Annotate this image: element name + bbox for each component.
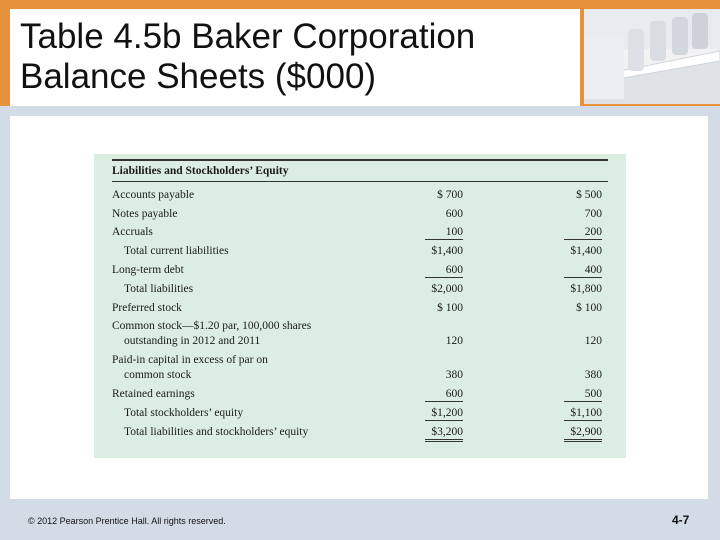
frame-top-bar bbox=[0, 0, 720, 9]
value-2011: $ 100 bbox=[576, 302, 602, 314]
value-2011: 120 bbox=[584, 335, 602, 347]
value-2011: 200 bbox=[564, 225, 602, 240]
slide-title bbox=[20, 17, 580, 97]
value-2011: $ 500 bbox=[576, 189, 602, 201]
title-line-1: Table 4.5b Baker Corporation bbox=[20, 17, 476, 56]
table-top-rule bbox=[112, 159, 608, 161]
value-2012: 600 bbox=[425, 263, 463, 278]
value-2012: $3,200 bbox=[425, 425, 463, 442]
value-2011: 400 bbox=[564, 263, 602, 278]
value-2011: 700 bbox=[584, 208, 602, 220]
row-label: Accruals bbox=[112, 226, 153, 238]
value-2011: $1,800 bbox=[570, 283, 602, 295]
value-2012: 380 bbox=[445, 369, 463, 381]
title-line-2: Balance Sheets ($000) bbox=[20, 57, 377, 96]
title-box bbox=[10, 9, 580, 106]
frame-left-bar bbox=[0, 0, 10, 106]
row-label: Total stockholders’ equity bbox=[124, 407, 244, 419]
value-2012: $ 700 bbox=[437, 189, 463, 201]
row-label: Long-term debt bbox=[112, 264, 184, 276]
row-label-continued: common stock bbox=[124, 369, 192, 381]
row-label: Notes payable bbox=[112, 208, 178, 220]
row-label: Total liabilities bbox=[124, 283, 194, 295]
row-label: Preferred stock bbox=[112, 302, 182, 314]
balance-sheet-table bbox=[94, 154, 626, 458]
value-2012: $2,000 bbox=[431, 283, 463, 295]
table-header-rule bbox=[112, 181, 608, 182]
value-2012: $1,200 bbox=[425, 406, 463, 421]
table-header: Liabilities and Stockholders’ Equity bbox=[112, 165, 289, 177]
value-2012: $ 100 bbox=[437, 302, 463, 314]
value-2012: 120 bbox=[445, 335, 463, 347]
value-2011: $2,900 bbox=[564, 425, 602, 442]
row-label-continued: outstanding in 2012 and 2011 bbox=[124, 335, 261, 347]
row-label: Common stock—$1.20 par, 100,000 shares bbox=[112, 320, 312, 332]
value-2012: 600 bbox=[425, 387, 463, 402]
value-2012: 100 bbox=[425, 225, 463, 240]
row-label: Retained earnings bbox=[112, 388, 195, 400]
value-2012: $1,400 bbox=[431, 245, 463, 257]
value-2011: $1,100 bbox=[564, 406, 602, 421]
value-2012: 600 bbox=[445, 208, 463, 220]
row-label: Accounts payable bbox=[112, 189, 195, 201]
page-number: 4-7 bbox=[672, 513, 690, 527]
photo-image bbox=[580, 9, 720, 106]
row-label: Paid-in capital in excess of par on bbox=[112, 354, 268, 366]
row-label: Total current liabilities bbox=[124, 245, 229, 257]
value-2011: 500 bbox=[564, 387, 602, 402]
conference-room-photo bbox=[580, 9, 720, 106]
copyright-notice: © 2012 Pearson Prentice Hall. All rights reserved. bbox=[28, 516, 226, 526]
value-2011: $1,400 bbox=[570, 245, 602, 257]
value-2011: 380 bbox=[584, 369, 602, 381]
row-label: Total liabilities and stockholders’ equity bbox=[124, 426, 309, 438]
